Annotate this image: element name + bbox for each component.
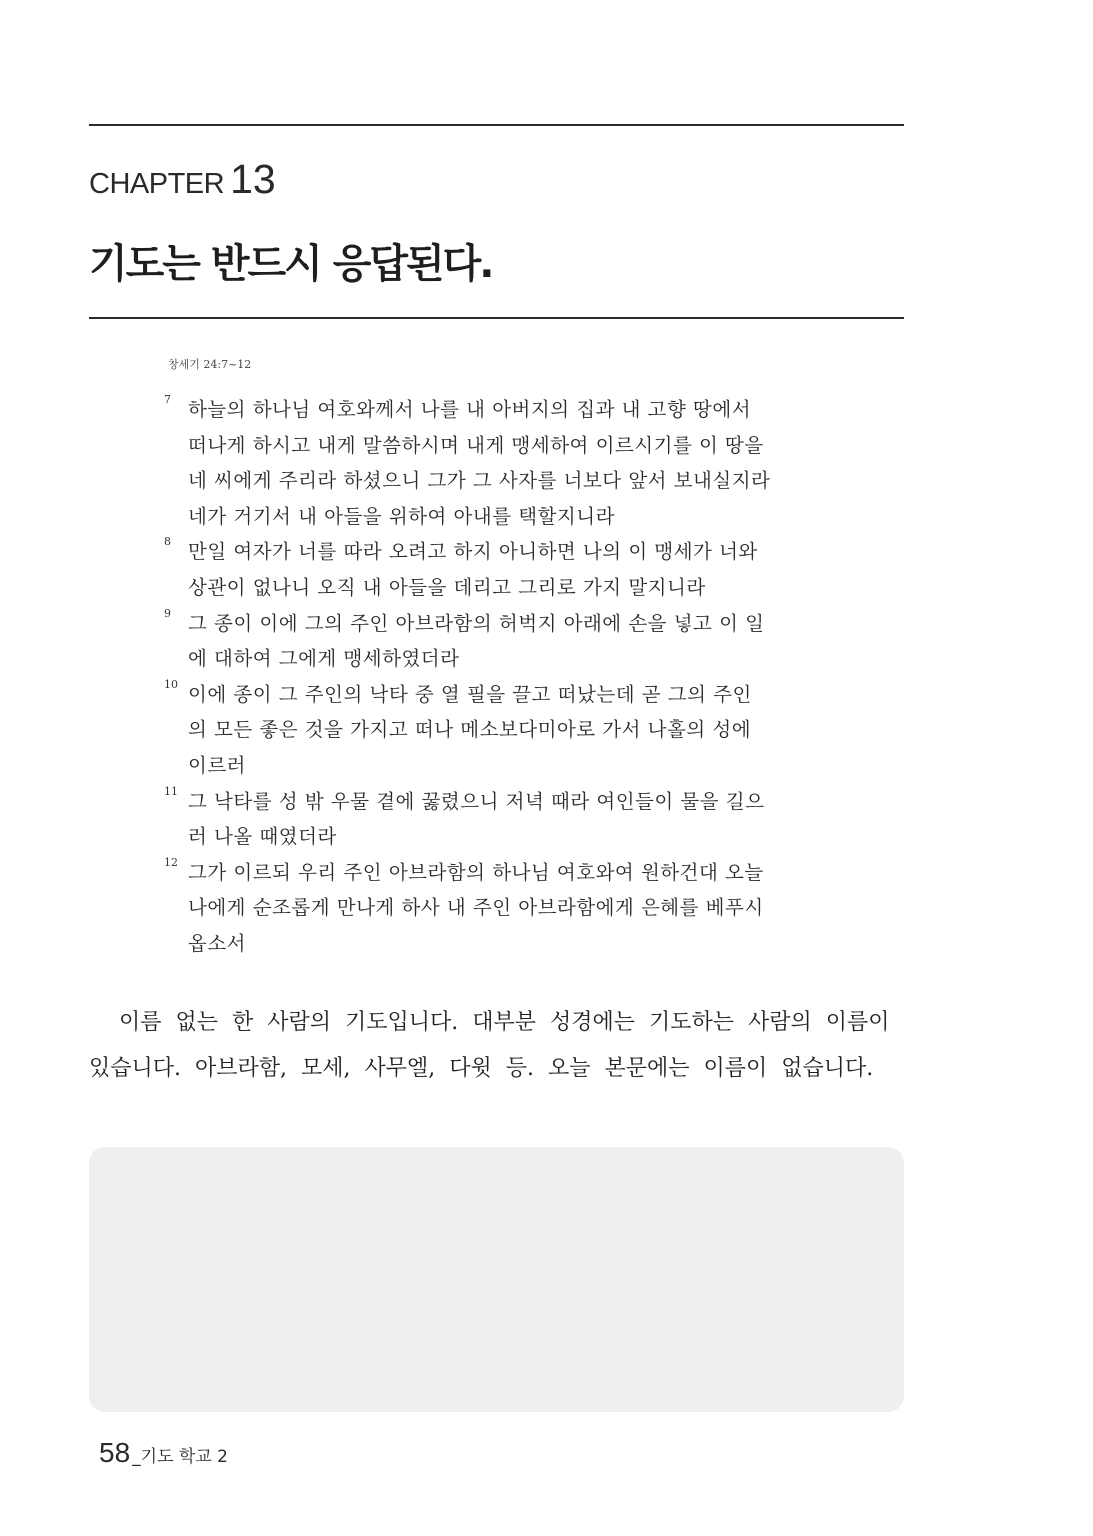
verse: [164, 855, 834, 962]
verse-line: 러 나올 때였더라: [188, 825, 337, 849]
verse: [164, 677, 834, 784]
page-title: 기도는 반드시 응답된다.: [89, 241, 493, 287]
top-rule: [89, 124, 904, 126]
verse-line: 의 모든 좋은 것을 가지고 떠나 메소보다미아로 가서 나홀의 성에: [188, 718, 752, 742]
verse-line: 만일 여자가 너를 따라 오려고 하지 아니하면 나의 이 맹세가 너와: [188, 540, 758, 564]
chapter-number: 13: [230, 156, 276, 202]
verse-line: 그 종이 이에 그의 주인 아브라함의 허벅지 아래에 손을 넣고 이 일: [188, 611, 765, 635]
title-bottom-rule: [89, 317, 904, 319]
verse-line: 그가 이르되 우리 주인 아브라함의 하나님 여호와여 원하건대 오늘: [188, 860, 764, 884]
verse-list: [164, 392, 834, 962]
verse-line: 이에 종이 그 주인의 낙타 중 열 필을 끌고 떠났는데 곧 그의 주인: [188, 682, 752, 706]
note-box: [89, 1147, 904, 1412]
verse-line: 네가 거기서 내 아들을 위하여 아내를 택할지니라: [188, 504, 615, 528]
verse-line: 그 낙타를 성 밖 우물 곁에 꿇렸으니 저녁 때라 여인들이 물을 길으: [188, 789, 765, 813]
verse: [164, 534, 834, 605]
body-line: 이름 없는 한 사람의 기도입니다. 대부분 성경에는 기도하는 사람의 이름이: [119, 1010, 890, 1035]
verse-line: 옵소서: [188, 931, 247, 955]
verse: [164, 392, 834, 534]
verse-line: 네 씨에게 주리라 하셨으니 그가 그 사자를 너보다 앞서 보내실지라: [188, 469, 771, 493]
verse-number: 10: [164, 677, 178, 691]
verse-number: 7: [164, 393, 171, 406]
chapter-heading: [89, 156, 276, 203]
verse-line: 이르러: [188, 753, 247, 777]
verse-line: 떠나게 하시고 내게 말씀하시며 내게 맹세하여 이르시기를 이 땅을: [188, 433, 764, 457]
body-paragraph: [89, 1000, 904, 1092]
scripture-reference: 창세기 24:7~12: [168, 358, 252, 371]
verse: [164, 606, 834, 677]
page-footer: [99, 1437, 228, 1469]
verse-line: 에 대하여 그에게 맹세하였더라: [188, 647, 460, 671]
verse-number: 12: [164, 855, 178, 869]
verse-number: 8: [164, 535, 171, 549]
verse-line: 상관이 없나니 오직 내 아들을 데리고 그리로 가지 말지니라: [188, 575, 706, 599]
verse-number: 9: [164, 606, 171, 620]
chapter-label: CHAPTER: [89, 168, 225, 200]
book-title: _기도 학교 2: [132, 1447, 228, 1467]
verse-line: 하늘의 하나님 여호와께서 나를 내 아버지의 집과 내 고향 땅에서: [188, 398, 752, 421]
verse: [164, 784, 834, 855]
page-number: 58: [99, 1437, 131, 1468]
body-line: 있습니다. 아브라함, 모세, 사무엘, 다윗 등. 오늘 본문에는 이름이 없습니다.: [89, 1056, 874, 1081]
verse-number: 11: [164, 784, 178, 798]
verse-line: 나에게 순조롭게 만나게 하사 내 주인 아브라함에게 은혜를 베푸시: [188, 896, 764, 920]
